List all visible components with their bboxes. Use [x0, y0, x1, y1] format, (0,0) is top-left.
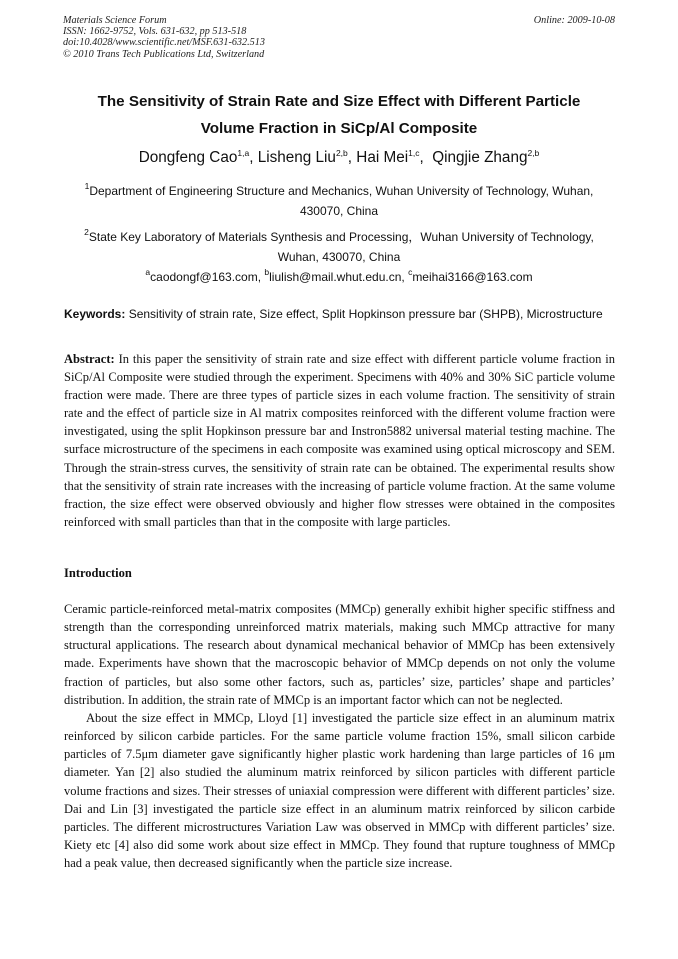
author-separator: ,	[419, 149, 433, 166]
affiliation-text: Department of Engineering Structure and Mechanics, Wuhan University of Technology, Wuhan, 430070, China	[89, 184, 594, 218]
copyright-line: © 2010 Trans Tech Publications Ltd, Switzerland	[63, 48, 265, 60]
author-affil-mark: 2,b	[335, 148, 348, 158]
author-affil-mark: 1,c	[408, 148, 420, 158]
email-address[interactable]: caodongf@163.com,	[150, 270, 265, 284]
author-affil-mark: 1,a	[237, 148, 250, 158]
paper-title	[60, 88, 618, 142]
author-separator: ,	[347, 149, 357, 166]
email-mark: b	[264, 267, 270, 277]
author-name: Hai Mei	[356, 149, 409, 166]
section-heading-introduction: Introduction	[64, 566, 132, 580]
title-line-1: The Sensitivity of Strain Rate and Size Effect with Different Particle	[97, 93, 581, 110]
online-date: Online: 2009-10-08	[533, 15, 615, 26]
affiliation-2	[62, 227, 616, 267]
keywords-label: Keywords:	[64, 307, 126, 321]
email-mark: c	[408, 267, 413, 277]
introduction-body	[64, 600, 615, 872]
keywords-text: Sensitivity of strain rate, Size effect, Split Hopkinson pressure bar (SHPB), Microstructure	[125, 307, 603, 321]
author-name: Lisheng Liu	[257, 149, 336, 166]
email-mark: a	[145, 267, 151, 277]
issn-line: ISSN: 1662-9752, Vols. 631-632, pp 513-518	[63, 26, 247, 38]
affiliation-text: State Key Laboratory of Materials Synthesis and Processing，Wuhan University of Technology, Wuhan, 430070, China	[88, 230, 594, 264]
journal-name: Materials Science Forum	[63, 15, 167, 26]
abstract-text: In this paper the sensitivity of strain rate and size effect with different particle volume fraction in SiCp/Al Composite were studied through the experiment. Specimens with 40% and 30% SiC particle volume fraction were made. There are three types of particle sizes in each volume fraction. The sensitivity of strain rate and the effect of particle size in Al matrix composites reinforced with the different volume fraction were investigated, using the split Hopkinson pressure bar and Instron5882 universal material testing machine. The surface microstructure of the specimens in each composite was examined using optical microscopy and SEM. Through the strain-stress curves, the sensitivity of strain rate can be obtained. The experimental results show that the sensitivity of strain rate increases with the increasing of particle volume fraction. At the same volume fraction, the size effect were observed obviously and higher flow stresses were obtained in the composites reinforced with small particles than that in the composite with large particles.	[64, 352, 615, 529]
author-separator: ,	[249, 149, 258, 166]
email-address[interactable]: meihai3166@163.com	[412, 270, 533, 284]
email-list	[62, 268, 616, 286]
journal-info	[63, 15, 615, 60]
author-name: Dongfeng Cao	[138, 149, 238, 166]
affiliation-mark: 2	[84, 227, 89, 237]
doi-line[interactable]: doi:10.4028/www.scientific.net/MSF.631-632.513	[63, 37, 265, 49]
email-address[interactable]: liulish@mail.whut.edu.cn,	[269, 270, 409, 284]
author-name: Qingjie Zhang	[432, 149, 528, 166]
journal-header	[63, 15, 615, 60]
affiliation-mark: 1	[84, 181, 90, 191]
abstract-label: Abstract:	[64, 352, 115, 366]
author-list	[60, 148, 618, 168]
affiliation-1	[62, 181, 616, 221]
abstract-paragraph	[64, 350, 615, 531]
keywords-paragraph	[64, 305, 615, 325]
intro-paragraph-1: Ceramic particle-reinforced metal-matrix composites (MMCp) generally exhibit higher specific stiffness and strength than the corresponding unreinforced matrix materials, making such MMCp attractive for many structural applications. The research about dynamical mechanical behavior of MMCp has been extensively made. Experiments have shown that the macroscopic behavior of MMCp depends on not only the volume fraction of particles, but also some other factors, such as, particles’ size, particles’ shape and particles’ distribution. In addition, the strain rate of MMCp is an important factor which can not be neglected.	[64, 602, 615, 707]
title-line-2: Volume Fraction in SiCp/Al Composite	[200, 120, 478, 137]
author-affil-mark: 2,b	[527, 148, 540, 158]
intro-paragraph-2: About the size effect in MMCp, Lloyd [1] investigated the particle size effect in an aluminum matrix reinforced by silicon carbide particles. For the same particle volume fraction 15%, small silicon carbide particles of 7.5μm diameter gave significantly higher plastic work hardening than large particles of 16 μm diameter. Yan [2] also studied the aluminum matrix reinforced by silicon particles with different particle volume fractions and sizes. Their stresses of uniaxial compression were different with different particles’ size. Dai and Lin [3] investigated the particle size effect in an aluminum matrix reinforced by silicon carbide particles. The different microstructures Variation Law was observed in MMCp with different particles’ size. Kiety etc [4] also did some work about size effect in MMCp. They found that rupture toughness of MMCp had a peak value, then decreased significantly when the particle size increase.	[64, 710, 615, 871]
